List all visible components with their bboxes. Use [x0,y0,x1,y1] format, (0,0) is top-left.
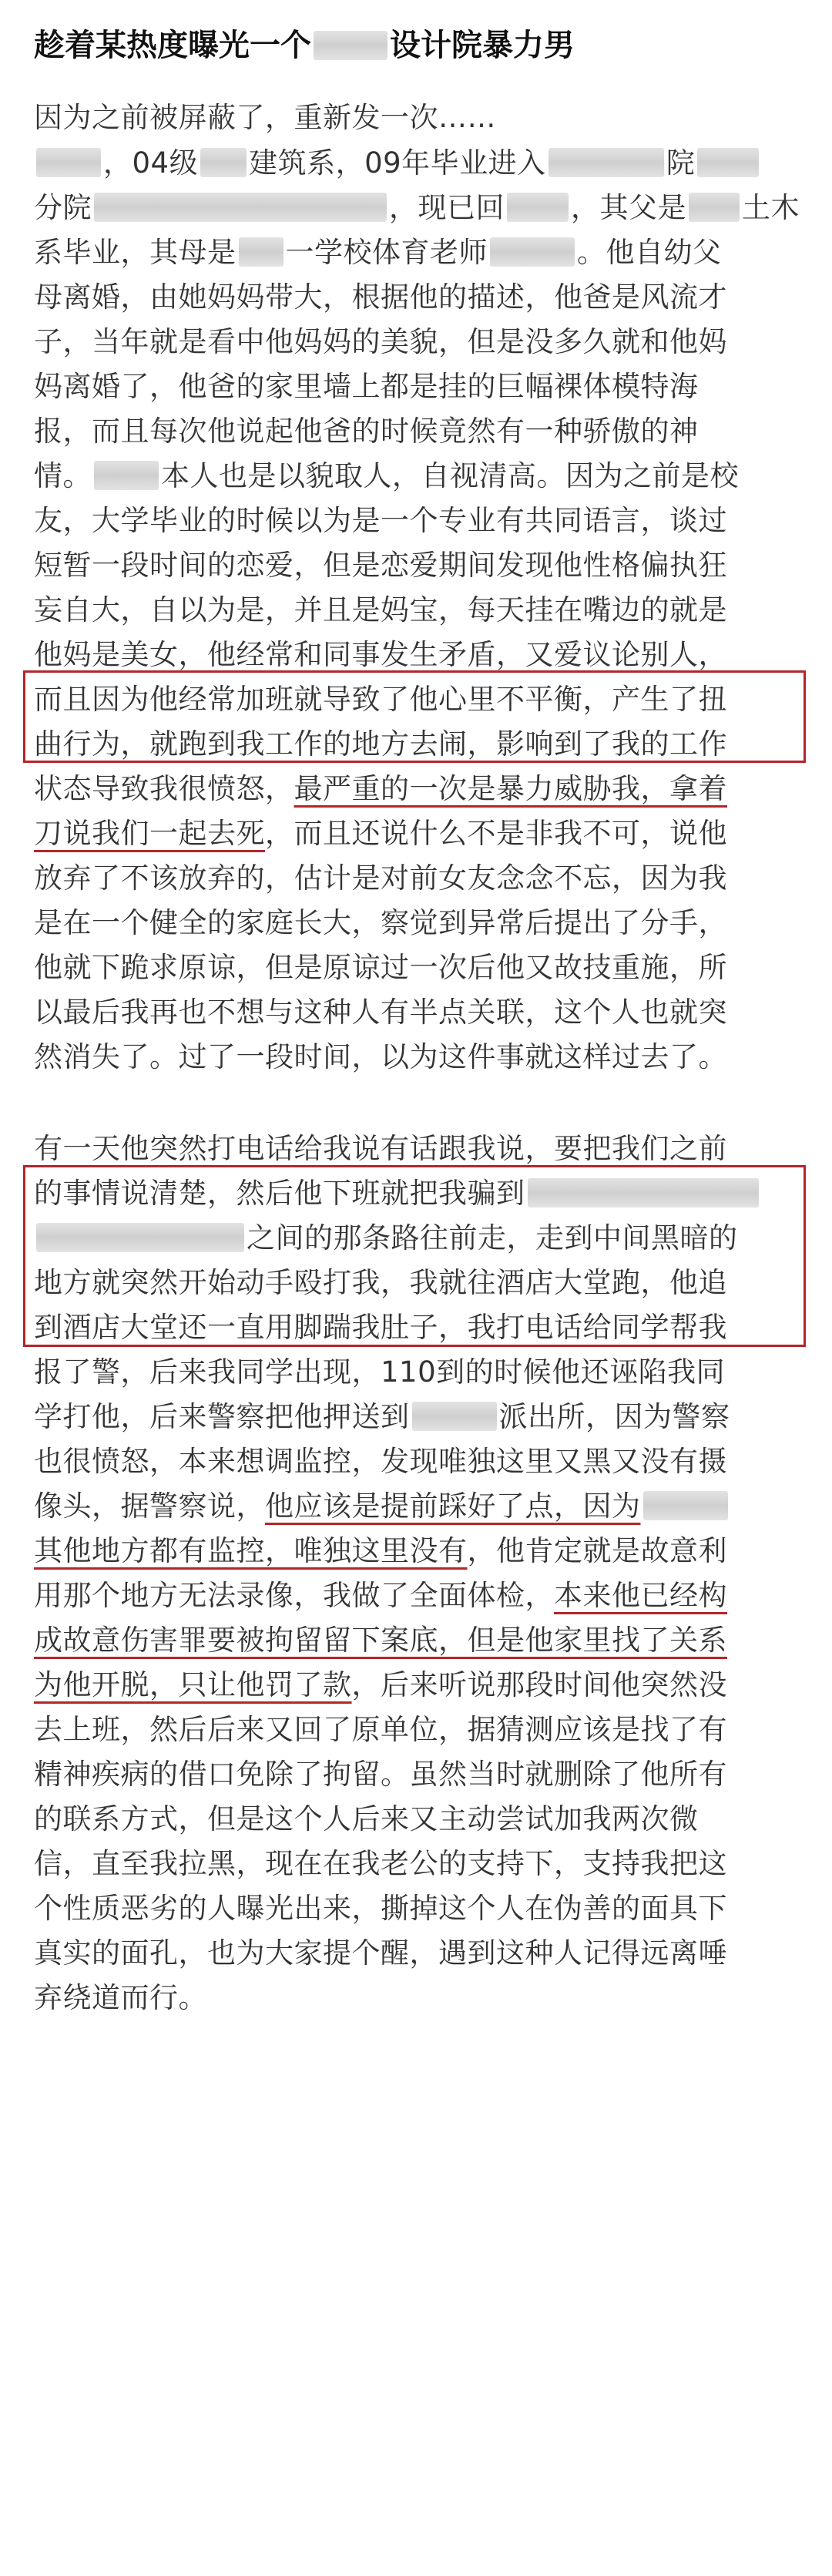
redacted [36,1223,244,1252]
para2-line [34,1618,727,1663]
para1-line: 系毕业，其母是 一学校体育老师 。他自幼父 [34,236,722,269]
title-text-end: 设计院暴力男 [390,28,575,63]
para2-line: 有一天他突然打电话给我说有话跟我说，要把我们之前 [34,1132,727,1165]
post-title [34,20,575,71]
redacted [689,193,740,222]
para2-line: 去上班，然后后来又回了原单位，据猜测应该是找了有 [34,1713,727,1746]
para2-line: 其他地方都有监控，唯独这里没有，他肯定就是故意利 [34,1534,727,1567]
para2-line: 像头，据警察说，他应该是提前踩好了点，因为 [34,1484,730,1529]
para2-line: 精神疾病的借口免除了拘留。虽然当时就删除了他所有 [34,1758,727,1791]
para1-line: 友，大学毕业的时候以为是一个专业有共同语言，谈过 [34,504,727,537]
para1-line: 他妈是美女，他经常和同事发生矛盾，又爱议论别人， [34,638,727,671]
para1-line: 报，而且每次他说起他爸的时候竟然有一种骄傲的神 [34,415,699,448]
para1-line: 而且因为他经常加班就导致了他心里不平衡，产生了扭 [34,683,727,716]
para2-line: 信，直至我拉黑，现在在我老公的支持下，支持我把这 [34,1847,727,1880]
para1-line: 曲行为，就跑到我工作的地方去闹，影响到了我的工作 [34,727,727,761]
para1-line: 刀说我们一起去死，而且还说什么不是非我不可，说他 [34,817,727,850]
redacted [528,1178,759,1207]
para1-line: 是在一个健全的家庭长大，察觉到异常后提出了分手， [34,906,727,939]
redacted [412,1402,497,1431]
para2-line: 也很愤怒，本来想调监控，发现唯独这里又黑又没有摄 [34,1445,727,1478]
para2-line: 之间的那条路往前走，走到中间黑暗的 [34,1216,738,1261]
para2-line: 的事情说清楚，然后他下班就把我骗到 [34,1171,761,1216]
para2-line: 用那个地方无法录像，我做了全面体检，本来他已经构 [34,1579,727,1612]
para1-line: 分院 ，现已回 ，其父是 土木 [34,191,800,224]
para1-line: ，04级 建筑系，09年毕业进入 院 [34,141,761,186]
redacted [239,237,283,267]
para2-line: 地方就突然开始动手殴打我，我就往酒店大堂跑，他追 [34,1266,727,1299]
para1-line: 放弃了不该放弃的，估计是对前女友念念不忘，因为我 [34,861,727,895]
para2-line: 的联系方式，但是这个人后来又主动尝试加我两次微 [34,1802,699,1835]
redacted [200,148,247,177]
para1-line: 子，当年就是看中他妈妈的美貌，但是没多久就和他妈 [34,325,727,358]
para2-line: 到酒店大堂还一直用脚踹我肚子，我打电话给同学帮我 [34,1311,727,1344]
underlined-text: 为他开脱，只让他罚了款 [34,1668,352,1701]
underlined-text: 他应该是提前踩好了点，因为 [265,1490,641,1523]
para1-line: 妄自大，自以为是，并且是妈宝，每天挂在嘴边的就是 [34,593,727,626]
underlined-text: 本来他已经构 [554,1579,727,1612]
para1-line: 以最后我再也不想与这种人有半点关联，这个人也就突 [34,996,727,1029]
para1-line: 情。 本人也是以貌取人，自视清高。因为之前是校 [34,459,739,492]
para2-line: 真实的面孔，也为大家提个醒，遇到这种人记得远离唾 [34,1936,727,1970]
redacted [643,1491,728,1520]
title-text-start: 趁着某热度曝光一个 [34,28,311,63]
redacted [490,237,575,267]
underlined-text: 最严重的一次是暴力威胁我，拿着 [294,772,727,805]
redacted [94,193,387,222]
para1-line: 然消失了。过了一段时间，以为这件事就这样过去了。 [34,1040,727,1073]
underlined-text: 刀说我们一起去死 [34,817,265,850]
para1-line: 妈离婚了，他爸的家里墙上都是挂的巨幅裸体模特海 [34,370,699,403]
para2-line: 弃绕道而行。 [34,1981,207,2014]
redacted [36,148,101,177]
para1-line: 母离婚，由她妈妈带大，根据他的描述，他爸是风流才 [34,280,727,314]
redacted-name [314,31,387,60]
para2-line: 报了警，后来我同学出现，110到的时候他还诬陷我同 [34,1355,726,1389]
intro-line: 因为之前被屏蔽了，重新发一次…… [34,101,496,134]
para1-line: 状态导致我很愤怒，最严重的一次是暴力威胁我，拿着 [34,772,727,805]
para1-line: 短暂一段时间的恋爱，但是恋爱期间发现他性格偏执狂 [34,549,727,582]
redacted [549,148,664,177]
underlined-text: 其他地方都有监控，唯独这里没有 [34,1534,468,1567]
redacted [94,461,159,490]
para1-line: 他就下跪求原谅，但是原谅过一次后他又故技重施，所 [34,951,727,984]
redacted [697,148,759,177]
para2-line: 为他开脱，只让他罚了款，后来听说那段时间他突然没 [34,1668,727,1701]
redacted [507,193,569,222]
underlined-text: 成故意伤害罪要被拘留留下案底，但是他家里找了关系 [34,1624,727,1657]
para2-line: 个性质恶劣的人曝光出来，撕掉这个人在伪善的面具下 [34,1892,727,1925]
para2-line: 学打他，后来警察把他押送到 派出所，因为警察 [34,1400,730,1433]
